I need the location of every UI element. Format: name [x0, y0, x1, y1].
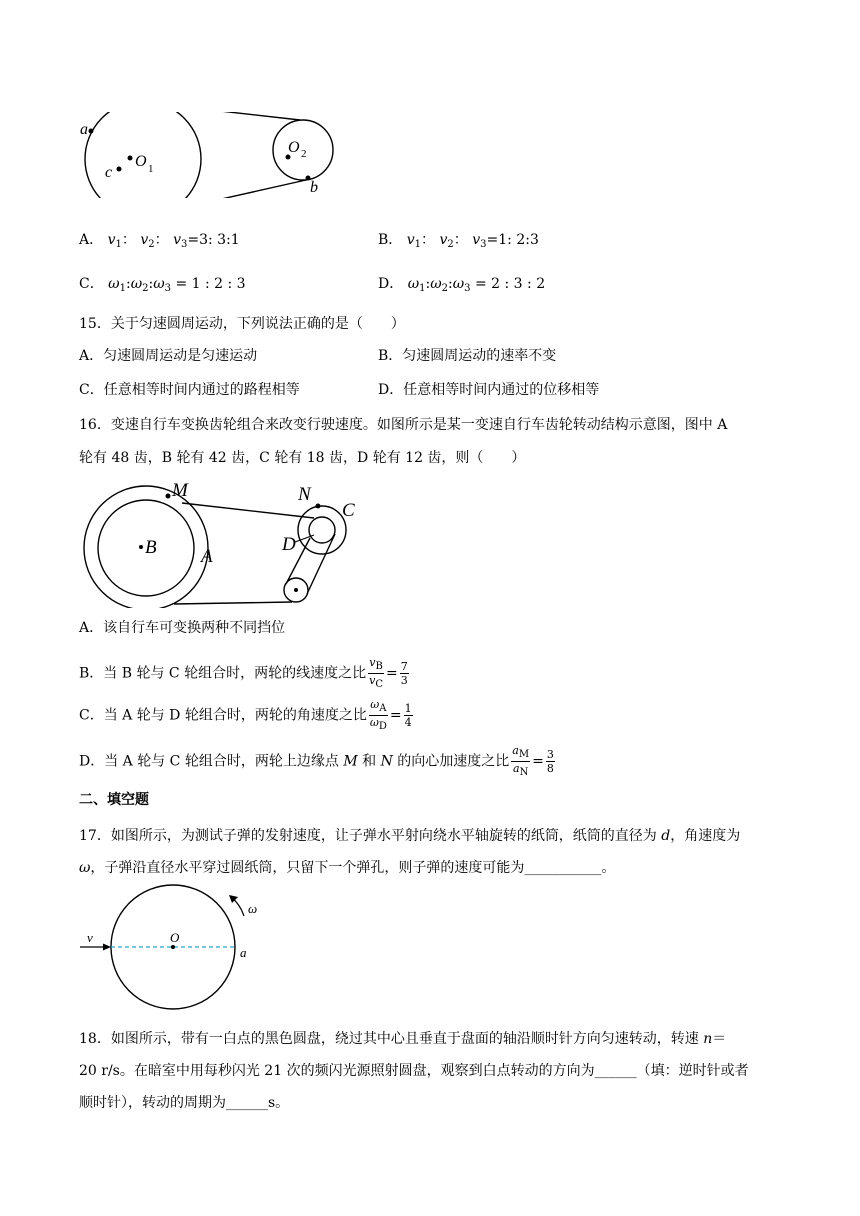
label-b-gear: B [145, 537, 157, 558]
q15-option-c: C．任意相等时间内通过的路程相等 [79, 382, 300, 398]
point-a [89, 129, 94, 134]
point-c [117, 167, 122, 172]
q16-option-b: B．当 B 轮与 C 轮组合时，两轮的线速度之比 $\frac{vB}{vC}$ = $\frac{7}{3}$ [79, 656, 408, 690]
chain-bottom [174, 602, 292, 604]
q14-option-b: B． $v_1$： $v_2$： $v_3=1$: 2:3 [378, 232, 539, 250]
q15-option-d: D．任意相等时间内通过的位移相等 [378, 382, 600, 398]
belt-bottom [146, 180, 306, 198]
gear-d [309, 517, 335, 543]
label-o1-sub: 1 [148, 163, 154, 175]
label-d-gear: D [282, 534, 296, 555]
point-m [166, 494, 171, 499]
label-m: M [172, 480, 188, 501]
q14-option-d: D． $\omega_1:\omega_2:\omega_3 = 2$ : 3 : 2 [378, 276, 546, 294]
label-o2-sub: 2 [301, 148, 307, 160]
tension-center [294, 588, 298, 592]
q16-stem-line1: 16．变速自行车变换齿轮组合来改变行驶速度。如图所示是某一变速自行车齿轮转动结构示意图，图中 A [79, 417, 728, 433]
q18-line2: 20 r/s。在暗室中用每秒闪光 21 次的频闪光源照射圆盘，观察到白点转动的方向为______（填：逆时针或者 [79, 1063, 749, 1079]
point-b-center [139, 545, 143, 549]
leader-d [295, 535, 314, 542]
chain-top [182, 503, 314, 518]
q14-option-c: C． $\omega_1:\omega_2:\omega_3 = 1$ : 2 : 3 [79, 276, 246, 294]
q15-option-a: A．匀速圆周运动是匀速运动 [79, 348, 258, 364]
q18-line1: 18．如图所示，带有一白点的黑色圆盘，绕过其中心且垂直于盘面的轴沿顺时针方向匀速转动，转速 n＝ [79, 1031, 727, 1047]
label-o2: O [288, 139, 300, 156]
q16-option-a: A．该自行车可变换两种不同挡位 [79, 620, 286, 636]
q17-line1: 17．如图所示，为测试子弹的发射速度，让子弹水平射向绕水平轴旋转的纸筒，纸筒的直径为 d，角速度为 [79, 828, 741, 844]
label-n: N [298, 484, 311, 505]
label-o: O [170, 930, 180, 945]
q15-stem: 15．关于匀速圆周运动，下列说法正确的是（ ） [79, 316, 405, 332]
label-a-point: a [240, 945, 247, 960]
label-a-gear: A [201, 546, 213, 567]
label-c: c [105, 164, 113, 181]
label-b: b [310, 179, 318, 196]
q16-stem-line2: 轮有 48 齿，B 轮有 42 齿，C 轮有 18 齿，D 轮有 12 齿，则（ ） [79, 450, 526, 466]
label-omega: ω [248, 901, 258, 916]
bullet-arrowhead [103, 944, 111, 951]
belt-top [140, 112, 300, 120]
q17-line2: ω，子弹沿直径水平穿过圆纸筒，只留下一个弹孔，则子弹的速度可能为___________。 [79, 860, 616, 876]
q15-option-b: B．匀速圆周运动的速率不变 [378, 348, 557, 364]
bicycle-gear-figure [78, 476, 368, 608]
section-heading-fill-in: 二、填空题 [79, 792, 149, 808]
point-n [316, 504, 321, 509]
label-v: v [87, 930, 93, 945]
center-o [171, 945, 175, 949]
label-o1: O [135, 153, 147, 170]
q16-option-c: C．当 A 轮与 D 轮组合时，两轮的角速度之比 $\frac{\omega A}{\omega D}$ = $\frac{1}{4}$ [79, 698, 412, 732]
label-c-gear: C [342, 500, 355, 521]
label-a: a [80, 121, 88, 138]
paper-cylinder-figure [78, 884, 268, 1014]
q14-option-a: A． $v_1$： $v_2$： $v_3=3$: 3:1 [79, 232, 240, 250]
point-o1 [128, 156, 133, 161]
belt-pulley-figure [78, 112, 338, 198]
q18-line3: 顺时针），转动的周期为______s。 [79, 1095, 290, 1111]
q16-option-d: D．当 A 轮与 C 轮组合时，两轮上边缘点 M 和 N 的向心加速度之比 $\frac{aM}{aN}$ = $\frac{3}{8}$ [79, 744, 554, 778]
